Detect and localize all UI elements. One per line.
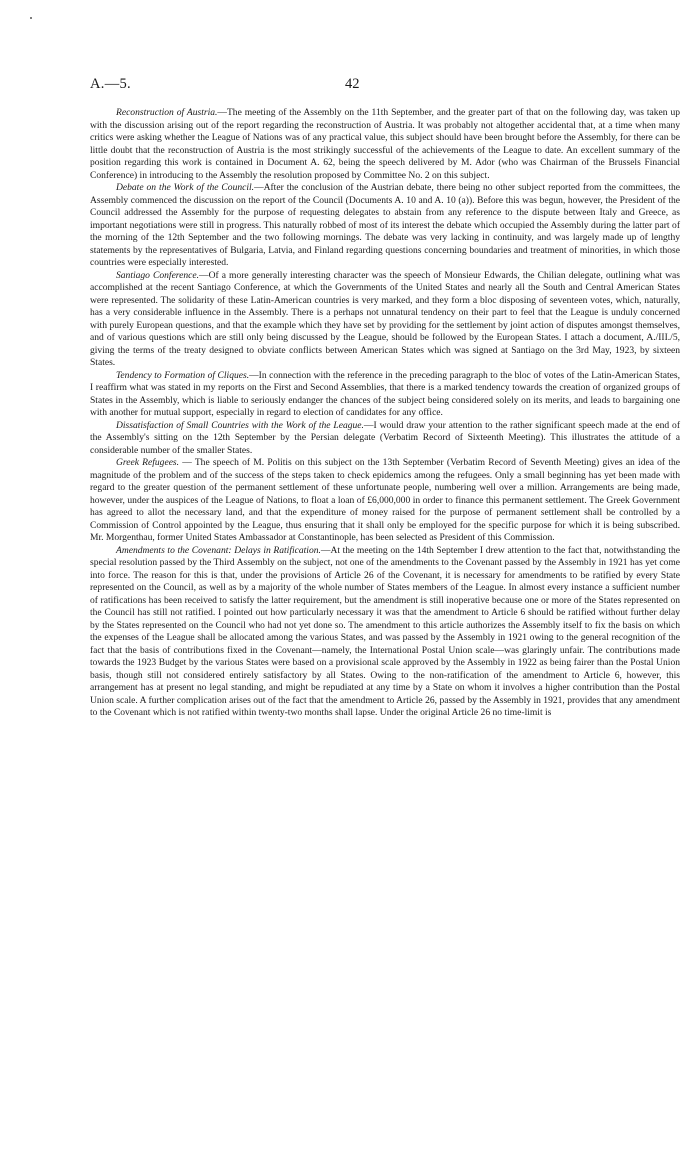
side-heading: Debate on the Work of the Council. (116, 182, 255, 193)
page-number: 42 (345, 76, 360, 92)
paragraph-text: —At the meeting on the 14th September I drew attention to the fact that, notwithstanding the special resolution passed by the Third Assembly on the subject, not one of the amendments to the Covenant passed by the Assembly in 1921 has yet come into force. The reason for this is that, under the provisions of Article 26 of the Covenant, it is necessary for amendments to be ratified by every State represented on the Council, as well as by a majority of the whole number of States members of the League. In almost every instance a sufficient number of ratifications has been received to satisfy the latter requirement, but the amendment is still inoperative because one or more of the States represented on the Council has still not ratified. I pointed out how particularly necessary it was that the amendment to Article 6 should be ratified without further delay by the States represented on the Council who had not yet done so. The amendment to this article authorizes the Assembly itself to fix the basis on which the expenses of the League shall be allocated among the various States, and was passed by the Assembly in 1921 owing to the general recognition of the fact that the basis of contributions fixed in the Covenant—namely, the International Postal Union scale—was glaringly unfair. The contributions made towards the 1923 Budget by the various States were based on a provisional scale approved by the Assembly in 1922 as being fairer than the Postal Union basis, though still not considered entirely satisfactory by all States. Owing to the non-ratification of the amendment to Article 6, however, this arrangement has at present no legal standing, and might be repudiated at any time by a State on whom it involves a higher contribution than the Postal Union scale. A further complication arises out of the fact that the amendment to Article 26, passed by the Assembly in 1921, provides that any amendment to the Covenant which is not ratified within twenty-two months shall lapse. Under the original Article 26 no time-limit is (90, 544, 680, 718)
document-reference: A.—5. (90, 76, 131, 92)
side-heading: Tendency to Formation of Cliques. (116, 369, 250, 381)
paragraph-debate-work-of-council (90, 182, 680, 270)
paragraph-text: — The speech of M. Politis on this subject on the 13th September (Verbatim Record of Seventh Meeting) gives an idea of the magnitude of the problem and of the success of the steps taken to check epidemics among the refugees. Only a small beginning has yet been made with regard to the greater question of the permanent settlement of these unfortunate people, numbering well over a million. Arrangements are being made, however, under the auspices of the League of Nations, to float a loan of £6,000,000 in order to finance this permanent settlement. The Greek Government has agreed to allot the necessary land, and that the expenditure of money raised for the purpose of permanent settlement shall be controlled by a Commission of Control appointed by the League, thus ensuring that it shall only be employed for the specific purpose for which it is being subscribed. Mr. Morgenthau, former United States Ambassador at Constantinople, has been selected as President of this Commission. (90, 457, 680, 543)
body-text (90, 107, 680, 720)
paragraph-text: —After the conclusion of the Austrian debate, there being no other subject reported from the committees, the Assembly commenced the discussion on the report of the Council (Documents A. 10 and A. 10 (a)). Before this was begun, however, the President of the Council addressed the Assembly for the purpose of requesting delegates to abstain from any reference to the dispute between Italy and Greece, as important negotiations were still in progress. This naturally robbed of most of its interest the debate which occupied the Assembly during the latter part of the morning of the 12th September and the two following mornings. The debate was very lacking in continuity, and was largely made up of lengthy statements by the representatives of Bulgaria, Latvia, and Finland regarding questions concerning boundaries and treatment of minorities, in which those countries were especially interested. (90, 182, 681, 268)
paragraph-greek-refugees (90, 457, 680, 545)
side-heading: Santiago Conference. (116, 269, 200, 281)
paragraph-text: —Of a more generally interesting character was the speech of Monsieur Edwards, the Chilian delegate, outlining what was accomplished at the recent Santiago Conference, at which the Governments of the United States and nearly all the South and Central American States were represented. The solidarity of these Latin-American countries is very marked, and they form a bloc disposing of seventeen votes, which, naturally, has a very considerable influence in the Assembly. There is a perhaps not unnatural tendency on their part to feel that the League is unduly concerned with purely European questions, and that the example which they have set by providing for the settlement by joint action of disputes amongst themselves, and of various questions which are still only being discussed by the League, should be followed by the European States. I attach a document, A./III./5, giving the terms of the treaty designed to obviate conflicts between American States which was signed at Santiago on the 3rd May, 1923, by sixteen States. (90, 269, 680, 368)
paragraph-reconstruction-of-austria (90, 107, 680, 182)
paragraph-text: —I would draw your attention to the rather significant speech made at the end of the Assembly's sitting on the 12th September by the Persian delegate (Verbatim Record of Sixteenth Meeting). This illustrates the attitude of a considerable number of the smaller States. (90, 419, 680, 456)
paragraph-text: —In connection with the reference in the preceding paragraph to the bloc of votes of the Latin-American States, I reaffirm what was stated in my reports on the First and Second Assemblies, that there is a marked tendency towards the creation of organized groups of States in the Assembly, which is liable to seriously endanger the chances of the subject being considered solely on its merits, and leads to bargaining one with another for mutual support, especially in regard to election of candidates for any office. (90, 369, 680, 418)
side-heading: Reconstruction of Austria. (116, 107, 218, 118)
side-heading: Greek Refugees. (116, 457, 180, 468)
scan-speck (30, 17, 32, 19)
side-heading: Dissatisfaction of Small Countries with the Work of the League. (116, 419, 364, 431)
paragraph-santiago-conference (90, 270, 680, 370)
paragraph-formation-of-cliques (90, 370, 680, 420)
side-heading: Amendments to the Covenant: Delays in Ratification. (116, 544, 321, 556)
page-header (90, 76, 670, 98)
paragraph-text: —The meeting of the Assembly on the 11th September, and the greater part of that on the following day, was taken up with the discussion arising out of the report regarding the reconstruction of Austria. It was probably not altogether accidental that, at a time when many critics were asking whether the League of Nations was of any practical value, this subject should have been brought before the Assembly, for there can be little doubt that the reconstruction of Austria is the most strikingly successful of the achievements of the League to date. An excellent summary of the position regarding this work is contained in Document A. 62, being the speech delivered by M. Ador (who was Chairman of the Brussels Financial Conference) in introducing to the Assembly the resolution proposed by Committee No. 2 on this subject. (90, 107, 680, 181)
paragraph-dissatisfaction-small-countries (90, 420, 680, 458)
paragraph-amendments-to-covenant (90, 545, 680, 720)
